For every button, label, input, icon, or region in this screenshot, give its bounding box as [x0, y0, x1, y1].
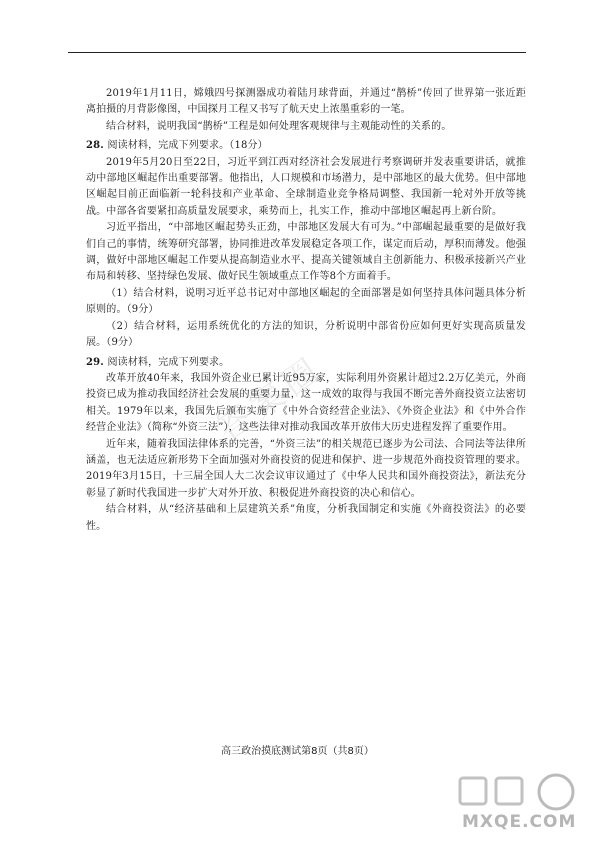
question-28-heading	[86, 138, 526, 154]
page-content	[86, 86, 526, 535]
question-28-prompt: 阅读材料，完成下列要求。（18分）	[107, 140, 268, 152]
question-28-material-1: 2019年5月20日至22日，习近平到江西对经济社会发展进行考察调研并发表重要讲话，就推动中部地区崛起作出重要部署。他指出，人口规模和市场潜力，是中部地区的最大优势。但中部地区崛起目前正面临新一轮科技和产业革命、全球制造业竞争格局调整、我国新一轮对外开放等挑战。中部各省要紧扣高质量发展要求，乘势而上，扎实工作，推动中部地区崛起再上新台阶。	[86, 156, 526, 217]
watermark: 答案圈	[209, 348, 331, 451]
question-29-number: 29.	[86, 356, 104, 368]
question-29-material-1: 改革开放40年来，我国外资企业已累计近95万家，实际利用外资累计超过2.2万亿美元，外商投资已成为推动我国经济社会发展的重要力量，这一成效的取得与我国不断完善外商投资立法密切相关。1979年以来，我国先后颁布实施了《中外合资经营企业法》、《外资企业法》和《中外合作经营企业法》（简称“外资三法”），这些法律对推动我国改革开放伟大历史进程发挥了重要作用。	[86, 372, 526, 434]
page-footer: 高三政治摸底测试第8页（共8页）	[221, 746, 374, 757]
header-rule	[68, 52, 526, 53]
intro-paragraph: 2019年1月11日，嫦娥四号探测器成功着陆月球背面，并通过“鹊桥”传回了世界第一张近距离拍摄的月背影像图，中国探月工程又书写了航天史上浓墨重彩的一笔。	[86, 88, 526, 116]
question-29-material-2: 近年来，随着我国法律体系的完善，“外资三法”的相关规范已逐步为公司法、合同法等法律所涵盖，也无法适应新形势下全面加强对外商投资的促进和保护、进一步规范外商投资管理的要求。2019年3月15日，十三届全国人大二次会议审议通过了《中华人民共和国外商投资法》，新法充分彰显了新时代我国进一步扩大对外开放、积极促进外商投资的决心和信心。	[86, 438, 526, 499]
question-28-number: 28.	[86, 140, 104, 152]
question-29-task: 结合材料，从“经济基础和上层建筑关系”角度，分析我国制定和实施《外商投资法》的必要性。	[86, 504, 526, 532]
question-29-prompt: 阅读材料，完成下列要求。	[107, 356, 230, 368]
question-29-heading	[86, 355, 526, 371]
logo-text: MXQE.COM	[462, 812, 577, 832]
question-28-sub-1: （1）结合材料，说明习近平总书记对中部地区崛起的全面部署是如何坚持具体问题具体分析原则的。（9分）	[86, 287, 526, 316]
question-28-material-2: 习近平指出，“中部地区崛起势头正劲，中部地区发展大有可为。”中部崛起最重要的是做好我们自己的事情，统筹研究部署，协同推进改革发展稳定各项工作，谋定而后动，厚积而薄发。他强调，做好中部地区崛起工作要从提高制造业水平、提高关键领域自主创新能力、积极承接新兴产业布局和转移、坚持绿色发展、做好民生领域重点工作等8个方面着手。	[86, 222, 526, 283]
question-28-sub-2: （2）结合材料，运用系统优化的方法的知识，分析说明中部省份应如何更好实现高质量发展。（9分）	[86, 320, 526, 349]
intro-question: 结合材料，说明我国“鹊桥”工程是如何处理客观规律与主观能动性的关系的。	[106, 120, 452, 132]
